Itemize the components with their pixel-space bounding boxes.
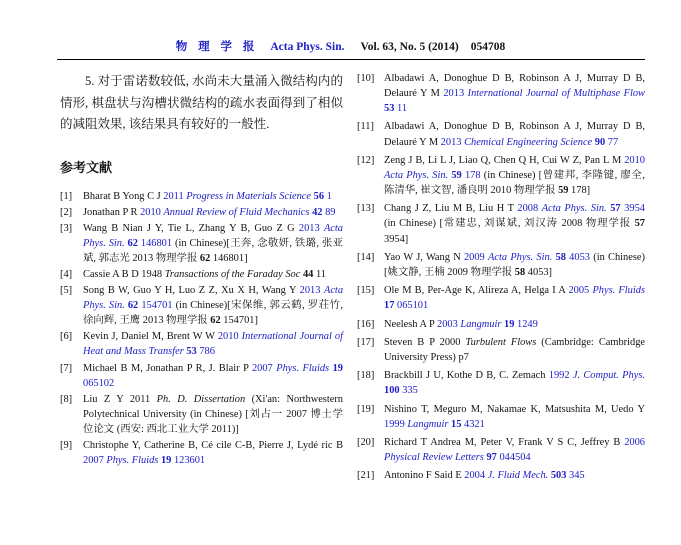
reference-link[interactable]: 3954 [620, 203, 645, 215]
reference-text [83, 269, 326, 280]
reference-text [83, 363, 343, 389]
reference-link[interactable]: 100 [384, 385, 400, 397]
reference-link[interactable]: 786 [196, 346, 215, 358]
reference-link[interactable]: 19 [501, 318, 515, 330]
reference-link[interactable]: 17 [384, 300, 395, 312]
reference-text-segment: (Cambridge: Cambridge University Press) p7 [384, 336, 646, 363]
reference-link[interactable]: 1992 [548, 370, 573, 382]
page-header [0, 0, 681, 54]
reference-link[interactable]: 2009 [463, 251, 489, 263]
reference-number: [15] [357, 285, 375, 297]
two-column-content [0, 60, 681, 487]
reference-link[interactable]: 4321 [461, 418, 485, 430]
reference-link[interactable]: Annual Review of Fluid Mechanics [163, 206, 310, 218]
reference-text-segment: Yao W J, Wang N [384, 251, 464, 263]
reference-text-segment: 11 [313, 268, 326, 280]
reference-text [384, 73, 645, 114]
reference-item [357, 71, 645, 116]
reference-text-segment: 3954] [384, 233, 409, 245]
reference-link[interactable]: Phys. Fluids [276, 362, 330, 374]
reference-number: [21] [357, 470, 375, 482]
reference-text-segment: Zeng J B, Li L J, Liao Q, Chen Q H, Cui W Z, Pan L M [384, 154, 625, 166]
reference-item [357, 283, 645, 313]
reference-link[interactable]: 1999 [384, 418, 408, 430]
references-heading: 参考文献 [60, 159, 113, 175]
reference-number: [3] [60, 222, 73, 234]
reference-text-segment: (in Chinese) [姚文静, 王楠 2009 物理学报 [384, 251, 645, 278]
reference-item [60, 361, 343, 391]
reference-text [384, 470, 585, 481]
reference-text [384, 285, 645, 311]
reference-item [60, 438, 343, 468]
reference-text-segment: Song B W, Guo Y H, Luo Z Z, Xu X H, Wang Y [83, 285, 300, 297]
reference-text-segment: Albadawi A, Donoghue D B, Robinson A J, Murray D B, Delauré Y M [384, 73, 645, 100]
reference-item [357, 368, 645, 398]
reference-number: [1] [60, 190, 73, 202]
reference-text [384, 121, 645, 147]
references-left [60, 189, 343, 469]
reference-text-segment: Wang B Nian J Y, Tie L, Zhang Y B, Guo Z G [83, 222, 299, 234]
reference-link[interactable]: 11 [394, 103, 408, 115]
reference-link[interactable]: Acta Phys. Sin. [384, 169, 449, 181]
reference-text-segment: Christophe Y, Catherine B, Cé cile C-B, Pierre J, Lydé ric B [83, 440, 344, 451]
reference-text-segment: Albadawi A, Donoghue D B, Robinson A J, Murray D B, Delauré Y M [384, 121, 645, 148]
reference-text-segment: 62 [210, 315, 221, 327]
reference-link[interactable]: 53 [183, 346, 197, 358]
reference-link[interactable]: 42 [309, 206, 323, 218]
reference-number: [4] [60, 268, 73, 280]
reference-number: [5] [60, 285, 73, 297]
reference-text [384, 203, 645, 244]
reference-text [384, 437, 645, 463]
reference-link[interactable]: Phys. Fluids [592, 285, 645, 297]
conclusion-paragraph: 5. 对于雷诺数较低, 水尚未大量涌入微结构内的情形, 棋盘状与沟槽状微结构的疏水表面得到了相似的减阻效果, 该结果具有较好的一般性. [60, 74, 344, 131]
reference-link[interactable]: Acta Phys. Sin. [488, 251, 553, 263]
reference-link[interactable]: 77 [605, 136, 619, 148]
reference-item [357, 201, 645, 246]
reference-text-segment: 44 [300, 268, 314, 280]
reference-item [357, 402, 645, 432]
reference-text-segment: (Xi'an: Northwestern Polytechnical University (in Chinese) [刘占一 2007 博士学位论文 (西安: 西北工业大学 2011)] [83, 393, 344, 435]
right-column [357, 71, 645, 487]
reference-item [60, 329, 343, 359]
reference-link[interactable]: 2010 [217, 331, 242, 343]
reference-text-segment: Richard T Andrea M, Peter V, Frank V S C, Jeffrey B [384, 436, 625, 448]
reference-item [60, 221, 343, 266]
reference-link[interactable]: Phys. Fluids [106, 455, 159, 467]
reference-text [384, 404, 645, 430]
reference-link[interactable]: International Journal of Multiphase Flow [467, 88, 645, 100]
reference-link[interactable]: 2006 [624, 436, 645, 448]
reference-number: [2] [60, 206, 73, 218]
reference-link[interactable]: Langmuir [407, 418, 449, 430]
reference-text-segment: Chang J Z, Liu M B, Liu H T [384, 203, 518, 215]
reference-text-segment: Kevin J, Daniel M, Brent W W [83, 331, 218, 343]
reference-link[interactable]: 19 [329, 362, 343, 374]
reference-link[interactable]: Acta Phys. Sin. [541, 203, 607, 215]
reference-number: [12] [357, 154, 375, 166]
reference-number: [18] [357, 370, 375, 382]
reference-text-segment: Ph. D. Dissertation [156, 393, 246, 405]
reference-number: [14] [357, 251, 375, 263]
reference-text-segment: (in Chinese)[王奔, 念敬妍, 铁璐, 张亚斌, 郭志光 2013 物理学报 [83, 237, 343, 264]
reference-link[interactable]: 59 [448, 169, 462, 181]
reference-item [357, 153, 645, 198]
reference-number: [17] [357, 336, 375, 348]
article-number: 054708 [470, 41, 506, 53]
reference-link[interactable]: 62 [124, 237, 138, 249]
reference-link[interactable]: 53 [384, 103, 395, 115]
reference-item [357, 335, 645, 365]
reference-link[interactable]: 2010 [140, 206, 164, 218]
reference-item [60, 392, 343, 437]
reference-text-segment: Neelesh A P [384, 318, 438, 330]
reference-link[interactable]: 2003 [437, 318, 461, 330]
reference-text [83, 223, 343, 264]
reference-link[interactable]: 90 [592, 136, 606, 148]
reference-link[interactable]: 56 [311, 190, 325, 202]
reference-text-segment: Transactions of the Faraday Soc [164, 268, 301, 280]
reference-link[interactable]: 123601 [171, 455, 206, 467]
reference-link[interactable]: 2013 [443, 88, 468, 100]
reference-text-segment: Cassie A B D 1948 [83, 268, 165, 280]
reference-item [357, 435, 645, 465]
reference-link[interactable]: 58 [552, 251, 566, 263]
reference-text-segment: 59 [558, 185, 569, 197]
reference-text-segment: Brackbill J U, Kothe D B, C. Zemach [384, 370, 549, 382]
reference-link[interactable]: 2005 [568, 285, 593, 297]
reference-text-segment: Nishino T, Meguro M, Nakamae K, Matsushita M, Uedo Y [384, 403, 645, 415]
references-right [357, 71, 645, 483]
reference-text-segment: Bharat B Yong C J [83, 190, 164, 202]
reference-link[interactable]: 044504 [496, 452, 531, 464]
reference-text-segment: 178] [568, 185, 591, 197]
reference-item [60, 283, 343, 328]
reference-link[interactable]: 1 [324, 190, 332, 202]
reference-text-segment: Jonathan P R [83, 206, 141, 218]
reference-link[interactable]: 97 [483, 452, 497, 464]
reference-number: [9] [60, 440, 73, 451]
reference-text [384, 319, 538, 330]
reference-link[interactable]: 345 [566, 470, 585, 482]
reference-link[interactable]: 2007 [251, 362, 277, 374]
reference-text-segment: 4053] [525, 266, 552, 278]
reference-text-segment: (in Chinese) [曾建邦, 李隆键, 廖全, 陈清华, 崔文智, 潘良明 2010 物理学报 [384, 169, 645, 197]
reference-link[interactable]: Chemical Engineering Science [464, 136, 593, 148]
left-column [60, 71, 343, 487]
reference-link[interactable]: 2013 [298, 222, 324, 234]
reference-text-segment: (in Chinese)[宋保维, 郭云鹤, 罗荘竹, 徐向辉, 王鹰 2013 物理学报 [83, 300, 343, 327]
reference-text-segment: Antonino F Said E [384, 470, 465, 482]
reference-text [83, 394, 343, 435]
reference-number: [19] [357, 403, 375, 415]
reference-link[interactable]: Progress in Materials Science [186, 190, 312, 202]
reference-link[interactable]: 2007 [83, 455, 107, 467]
reference-text [83, 440, 343, 466]
reference-link[interactable]: 19 [158, 455, 172, 467]
reference-link[interactable]: 2013 [440, 136, 465, 148]
reference-text [83, 191, 332, 202]
reference-text-segment: Ole M B, Per-Age K, Alireza A, Helga I A [384, 285, 569, 297]
reference-link[interactable]: J. Comput. Phys. [572, 370, 645, 382]
reference-link[interactable]: 57 [606, 203, 621, 215]
reference-text [384, 252, 645, 278]
reference-link[interactable]: 154701 [138, 300, 173, 312]
reference-link[interactable]: Physical Review Letters [384, 452, 484, 464]
reference-link[interactable]: 1249 [514, 318, 538, 330]
reference-text [384, 155, 645, 196]
reference-text-segment: Liu Z Y 2011 [83, 393, 157, 405]
reference-link[interactable]: 065101 [394, 300, 429, 312]
reference-item [60, 267, 343, 282]
journal-title-en: Acta Phys. Sin. [270, 41, 345, 53]
reference-item [357, 250, 645, 280]
reference-text-segment: 62 [199, 252, 211, 264]
reference-text-segment: 57 [634, 218, 645, 230]
reference-link[interactable]: 503 [548, 470, 567, 482]
reference-number: [6] [60, 331, 73, 343]
reference-text-segment: 58 [514, 266, 526, 278]
reference-link[interactable]: 62 [124, 300, 139, 312]
reference-text [83, 285, 343, 326]
reference-link[interactable]: 4053 [565, 251, 590, 263]
reference-number: [13] [357, 203, 375, 215]
reference-link[interactable]: 178 [461, 169, 481, 181]
reference-link[interactable]: 065102 [83, 377, 115, 389]
reference-text-segment: Michael B M, Jonathan P R, J. Blair P [83, 362, 252, 374]
reference-text-segment: Turbulent Flows [465, 336, 537, 348]
reference-text-segment: 146801] [210, 252, 248, 264]
reference-link[interactable]: 2010 [624, 154, 645, 166]
reference-text-segment: Steven B P 2000 [384, 336, 466, 348]
reference-link[interactable]: 335 [399, 385, 418, 397]
reference-link[interactable]: Langmuir [460, 318, 502, 330]
reference-item [60, 189, 343, 204]
reference-link[interactable]: 89 [322, 206, 336, 218]
reference-link[interactable]: Acta Phys. Sin. [83, 222, 343, 249]
reference-item [357, 468, 645, 483]
reference-text [83, 331, 343, 357]
reference-number: [10] [357, 73, 375, 84]
reference-number: [11] [357, 121, 374, 133]
reference-link[interactable]: 15 [448, 418, 462, 430]
reference-link[interactable]: 2011 [163, 190, 187, 202]
reference-text [384, 337, 645, 363]
reference-item [60, 205, 343, 220]
reference-link[interactable]: International Journal of Heat and Mass Transfer [83, 331, 344, 358]
reference-item [357, 317, 645, 332]
reference-link[interactable]: 2013 [299, 285, 324, 297]
reference-link[interactable]: 2008 [517, 203, 542, 215]
reference-text-segment: 154701] [220, 315, 258, 327]
reference-text [83, 207, 335, 218]
reference-link[interactable]: 146801 [137, 237, 173, 249]
reference-link[interactable]: Acta Phys. Sin. [83, 285, 344, 312]
reference-number: [16] [357, 318, 375, 330]
reference-link[interactable]: 2004 [464, 470, 488, 482]
reference-item [357, 119, 645, 149]
reference-number: [8] [60, 393, 73, 405]
reference-link[interactable]: J. Fluid Mech. [487, 470, 549, 482]
issue-info: Vol. 63, No. 5 (2014) [360, 41, 459, 53]
reference-number: [7] [60, 362, 73, 374]
journal-title-cn: 物 理 学 报 [175, 41, 259, 53]
reference-text-segment: (in Chinese) [常建忠, 刘谋斌, 刘汉涛 2008 物理学报 [384, 218, 635, 230]
reference-number: [20] [357, 436, 375, 448]
reference-text [384, 370, 645, 396]
